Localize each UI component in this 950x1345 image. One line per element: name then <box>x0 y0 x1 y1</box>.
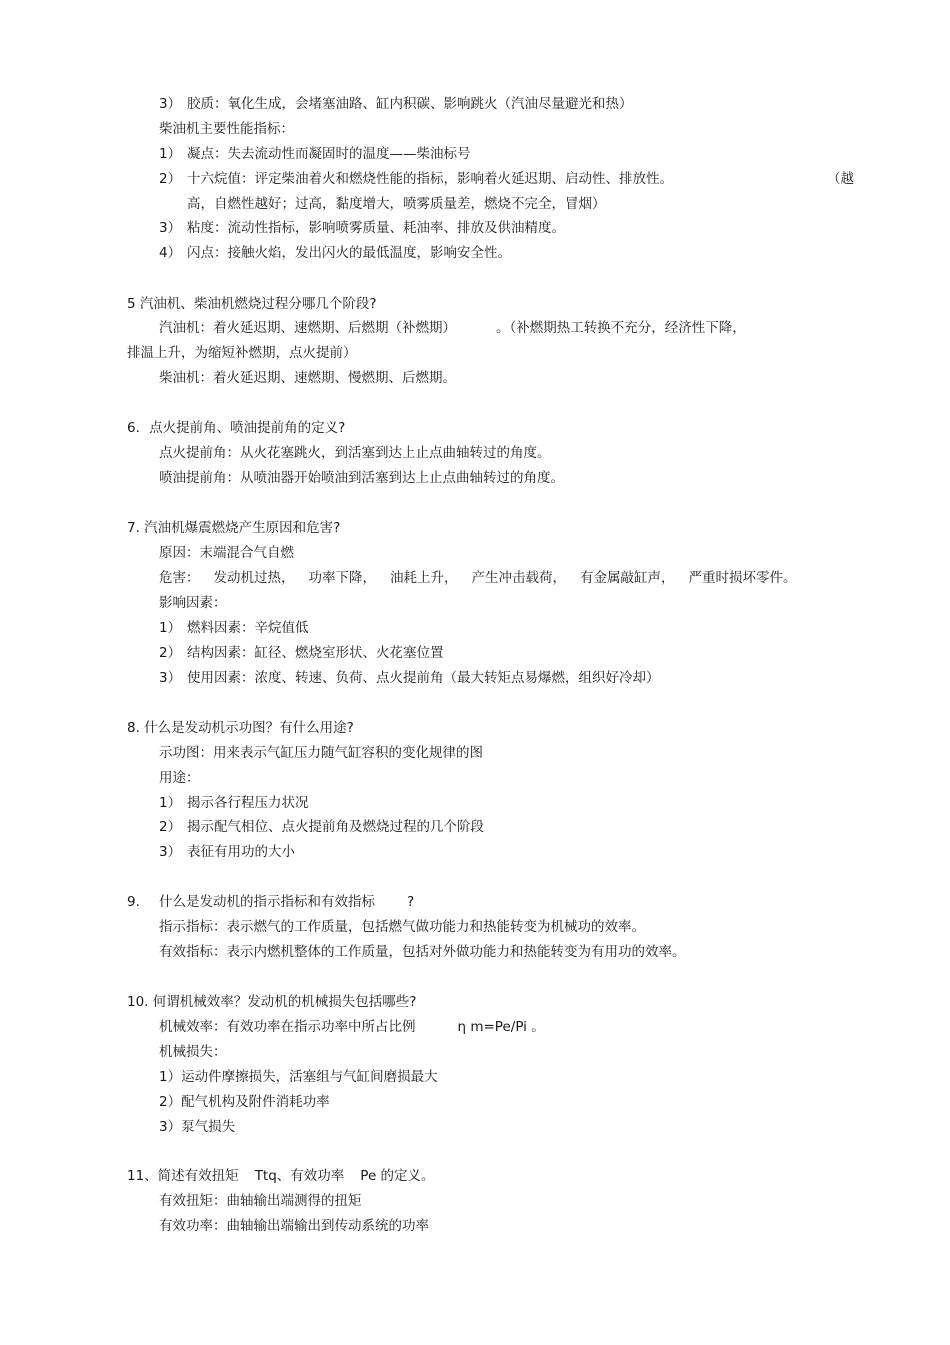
harm-item: 功率下降， <box>308 570 376 586</box>
harm-item: 油耗上升， <box>390 570 458 586</box>
question-heading <box>127 1166 435 1186</box>
answer-line: 点火提前角：从火花塞跳火，到活塞到达上止点曲轴转过的角度。 <box>159 445 551 461</box>
answer-line: 有效功率：曲轴输出端输出到传动系统的功率 <box>159 1218 429 1234</box>
harm-item: 产生冲击载荷， <box>471 570 566 586</box>
list-item <box>159 243 511 263</box>
item-number: 3） <box>159 670 182 686</box>
answer-line: 用途： <box>159 770 200 786</box>
item-text: 燃料因素：辛烷值低 <box>187 620 309 636</box>
answer-text-tail: 。（补燃期热工转换不充分，经济性下降， <box>496 320 746 336</box>
item-text: 结构因素：缸径、燃烧室形状、火花塞位置 <box>187 645 444 661</box>
answer-line: 机械损失： <box>159 1044 227 1060</box>
answer-line <box>159 568 797 588</box>
list-item: 2）配气机构及附件消耗功率 <box>159 1094 330 1110</box>
answer-text: 机械效率：有效功率在指示功率中所占比例 <box>159 1019 416 1035</box>
item-number: 2） <box>159 171 182 187</box>
question-heading: 7. 汽油机爆震燃烧产生原因和危害? <box>127 520 341 536</box>
item-number: 2） <box>159 645 182 661</box>
answer-line: 柴油机：着火延迟期、速燃期、慢燃期、后燃期。 <box>159 370 456 386</box>
harm-item: 有金属敲缸声， <box>580 570 675 586</box>
item-number: 4） <box>159 245 182 261</box>
question-text: Ttq、有效功率 <box>254 1168 345 1184</box>
item-number: 1） <box>159 795 182 811</box>
item-text: 闪点：接触火焰，发出闪火的最低温度，影响安全性。 <box>187 245 511 261</box>
answer-line: 指示指标：表示燃气的工作质量，包括燃气做功能力和热能转变为机械功的效率。 <box>159 919 645 935</box>
answer-line: 有效指标：表示内燃机整体的工作质量，包括对外做功能力和热能转变为有用功的效率。 <box>159 944 686 960</box>
item-text: 粘度：流动性指标，影响喷雾质量、耗油率、排放及供油精度。 <box>187 220 565 236</box>
list-item <box>159 817 484 837</box>
answer-line: 示功图：用来表示气缸压力随气缸容积的变化规律的图 <box>159 745 483 761</box>
answer-line: 有效扭矩：曲轴输出端测得的扭矩 <box>159 1193 362 1209</box>
item-text: 表征有用功的大小 <box>187 844 295 860</box>
question-heading: 8. 什么是发动机示功图？有什么用途? <box>127 720 354 736</box>
item-text-tail: （越 <box>827 171 854 187</box>
question-heading: 5 汽油机、柴油机燃烧过程分哪几个阶段? <box>127 296 377 312</box>
question-heading <box>127 892 414 912</box>
item-continuation: 高，自燃性越好；过高，黏度增大，喷雾质量差，燃烧不完全，冒烟） <box>187 196 606 212</box>
answer-line <box>159 1017 545 1037</box>
harm-item: 严重时损坏零件。 <box>688 570 797 586</box>
question-text: 什么是发动机的指示指标和有效指标 <box>159 894 375 910</box>
harm-item: 发动机过热， <box>213 570 295 586</box>
item-text: 凝点：失去流动性而凝固时的温度——柴油标号 <box>187 146 471 162</box>
formula: η m=Pe/Pi 。 <box>457 1019 545 1035</box>
item-text: 揭示各行程压力状况 <box>187 795 309 811</box>
section-heading: 柴油机主要性能指标： <box>159 121 294 137</box>
list-item <box>159 668 660 688</box>
item-text: 十六烷值：评定柴油着火和燃烧性能的指标，影响着火延迟期、启动性、排放性。 <box>187 171 673 187</box>
item-number: 3） <box>159 96 182 112</box>
answer-text: 汽油机：着火延迟期、速燃期、后燃期（补燃期） <box>159 320 456 336</box>
list-item <box>159 169 854 189</box>
answer-line <box>159 318 746 338</box>
list-item <box>159 94 633 114</box>
item-text: 胶质：氧化生成，会堵塞油路、缸内积碳、影响跳火（汽油尽量避光和热） <box>187 96 633 112</box>
answer-line: 喷油提前角：从喷油器开始喷油到活塞到达上止点曲轴转过的角度。 <box>159 470 564 486</box>
item-text: 揭示配气相位、点火提前角及燃烧过程的几个阶段 <box>187 819 484 835</box>
harm-label: 危害： <box>159 570 200 586</box>
item-number: 3） <box>159 220 182 236</box>
question-heading: 10. 何谓机械效率？发动机的机械损失包括哪些? <box>127 994 417 1010</box>
item-number: 3） <box>159 844 182 860</box>
list-item <box>159 618 309 638</box>
answer-line: 原因：末端混合气自燃 <box>159 545 294 561</box>
answer-continuation: 排温上升，为缩短补燃期，点火提前） <box>127 345 357 361</box>
item-number: 1） <box>159 620 182 636</box>
list-item: 3）泵气损失 <box>159 1119 236 1135</box>
question-heading: 6．点火提前角、喷油提前角的定义? <box>127 420 346 436</box>
list-item: 1）运动件摩擦损失，活塞组与气缸间磨损最大 <box>159 1069 438 1085</box>
item-number: 2） <box>159 819 182 835</box>
item-number: 1） <box>159 146 182 162</box>
question-text: 11、简述有效扭矩 <box>127 1168 239 1184</box>
list-item <box>159 793 309 813</box>
list-item <box>159 144 471 164</box>
list-item <box>159 218 565 238</box>
answer-line: 影响因素： <box>159 595 227 611</box>
list-item <box>159 842 295 862</box>
item-text: 使用因素：浓度、转速、负荷、点火提前角（最大转矩点易爆燃，组织好冷却） <box>187 670 660 686</box>
question-mark: ? <box>407 894 415 910</box>
question-text: Pe 的定义。 <box>360 1168 435 1184</box>
list-item <box>159 643 444 663</box>
question-number: 9. <box>127 894 140 910</box>
